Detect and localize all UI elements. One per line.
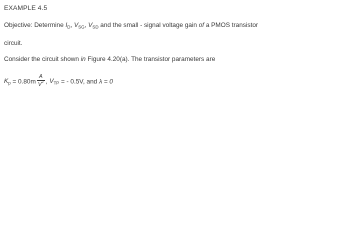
var-id: $I_D$ [65, 22, 71, 30]
consider-prefix: Consider the circuit shown [4, 56, 79, 63]
objective-suffix: and the small - signal voltage gain [100, 22, 197, 29]
param-kp-value: = 0.80m [12, 78, 36, 86]
consider-suffix: Figure 4.20(a). The transistor parameters are [87, 56, 216, 63]
consider-line [4, 57, 215, 63]
param-lambda: λ = 0 [98, 78, 113, 86]
var-vsd: $V_{SD}$ [88, 22, 99, 30]
objective-of: of [198, 22, 205, 29]
consider-in: in [80, 56, 86, 63]
param-vtp: $V_{TP}$ [49, 78, 60, 86]
var-vsg: $V_{SG}$ [73, 22, 85, 30]
unit-fraction: $\frac{A}{V^2}$ [37, 74, 44, 88]
objective-prefix: Objective: Determine [4, 22, 64, 29]
param-kp: $K_p$ [4, 78, 11, 86]
objective-continuation: circuit. [4, 40, 23, 47]
objective-line: Objective: Determine $I_D$, $V_{SG}$, $V_{SD}$ and the small - signal voltage gain of a PMOS transistor [4, 22, 259, 30]
parameters-line: $K_p = 0.80m$ $\frac{A}{V^2}$ , $V_{TP}$ = - 0.5V, and λ = 0 [4, 74, 113, 88]
objective-tail: a PMOS transistor [205, 22, 259, 29]
example-title: EXAMPLE 4.5 [4, 5, 48, 12]
param-vtp-value: = - 0.5V, and [61, 78, 98, 86]
